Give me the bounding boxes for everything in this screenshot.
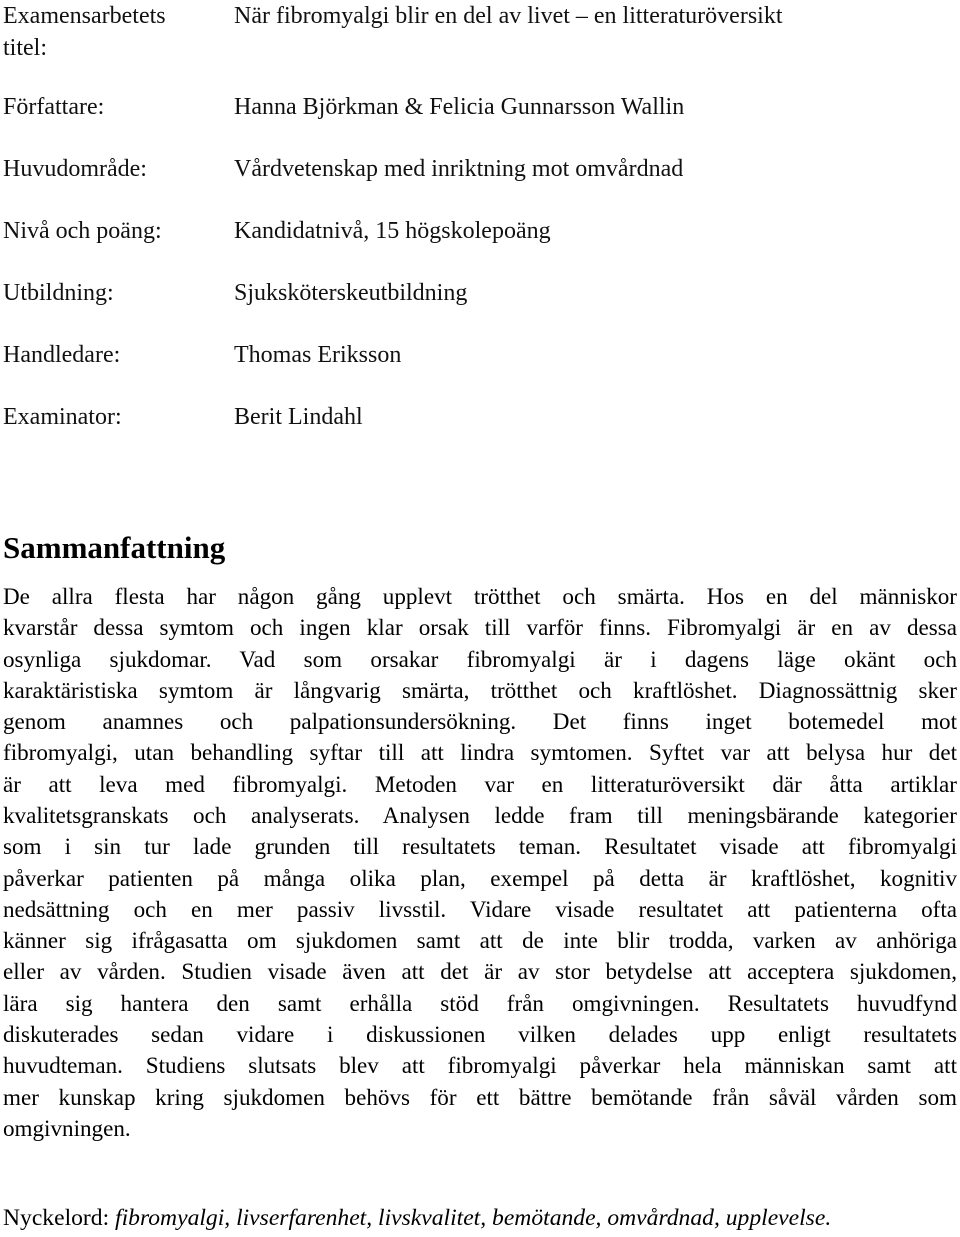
abstract-line: kvarstår dessa symtom och ingen klar orsak till varför finns. Fibromyalgi är en av dessa (3, 614, 957, 641)
abstract-line: eller av vården. Studien visade även att det är av stor betydelse att acceptera sjukdomen, (3, 958, 957, 985)
author-label: Författare: (3, 94, 105, 120)
abstract-line: lära sig hantera den samt erhålla stöd från omgivningen. Resultatets huvudfynd (3, 989, 957, 1016)
abstract-line: omgivningen. (3, 1114, 131, 1141)
program-label: Utbildning: (3, 280, 114, 306)
abstract-line: fibromyalgi, utan behandling syftar till att lindra symtomen. Syftet var att belysa hur det (3, 739, 957, 766)
keywords-terms: fibromyalgi, livserfarenhet, livskvalitet, bemötande, omvårdnad, upplevelse. (115, 1205, 832, 1231)
abstract-line: diskuterades sedan vidare i diskussionen vilken delades upp enligt resultatets (3, 1020, 957, 1047)
abstract-line: De allra flesta har någon gång upplevt trötthet och smärta. Hos en del människor (3, 583, 957, 609)
program-value: Sjuksköterskeutbildning (234, 280, 468, 306)
abstract-line: påverkar patienten på många olika plan, exempel på detta är kraftlöshet, kognitiv (3, 864, 957, 891)
abstract-line: känner sig ifrågasatta om sjukdomen samt att de inte blir trodda, varken av anhöriga (3, 927, 957, 954)
field-value: Vårdvetenskap med inriktning mot omvårdnad (234, 156, 684, 182)
level-label: Nivå och poäng: (3, 218, 162, 244)
supervisor-value: Thomas Eriksson (234, 342, 402, 368)
title-label-line1: Examensarbetets (3, 3, 166, 29)
author-value: Hanna Björkman & Felicia Gunnarsson Wallin (234, 94, 685, 120)
abstract-line: osynliga sjukdomar. Vad som orsakar fibromyalgi är i dagens läge okänt och (3, 645, 957, 672)
abstract-line: huvudteman. Studiens slutsats blev att fibromyalgi påverkar hela människan samt att (3, 1052, 957, 1079)
abstract-line: nedsättning och en mer passiv livsstil. Vidare visade resultatet att patienterna ofta (3, 895, 957, 922)
abstract-line: karaktäristiska symtom är långvarig smärta, trötthet och kraftlöshet. Diagnossättnig sker (3, 676, 957, 703)
abstract-line: som i sin tur lade grunden till resultatets teman. Resultatet visade att fibromyalgi (3, 833, 957, 860)
abstract-heading: Sammanfattning (3, 530, 226, 565)
abstract-body (3, 581, 957, 1144)
abstract-line: genom anamnes och palpationsundersökning. Det finns inget botemedel mot (3, 708, 957, 735)
keywords (3, 1202, 957, 1234)
title-value: När fibromyalgi blir en del av livet – en litteraturöversikt (234, 3, 783, 29)
examiner-value: Berit Lindahl (234, 404, 363, 430)
examiner-label: Examinator: (3, 404, 122, 430)
title-label (3, 0, 218, 64)
title-label-line2: titel: (3, 35, 47, 61)
field-label: Huvudområde: (3, 156, 147, 182)
abstract-line: mer kunskap kring sjukdomen behövs för ett bättre bemötande från såväl vården som (3, 1083, 957, 1110)
keywords-label: Nyckelord: (3, 1205, 110, 1231)
supervisor-label: Handledare: (3, 342, 121, 368)
abstract-line: är att leva med fibromyalgi. Metoden var en litteraturöversikt där åtta artiklar (3, 770, 957, 797)
abstract-line: kvalitetsgranskats och analyserats. Analysen ledde fram till meningsbärande kategorier (3, 801, 957, 828)
level-value: Kandidatnivå, 15 högskolepoäng (234, 218, 551, 244)
